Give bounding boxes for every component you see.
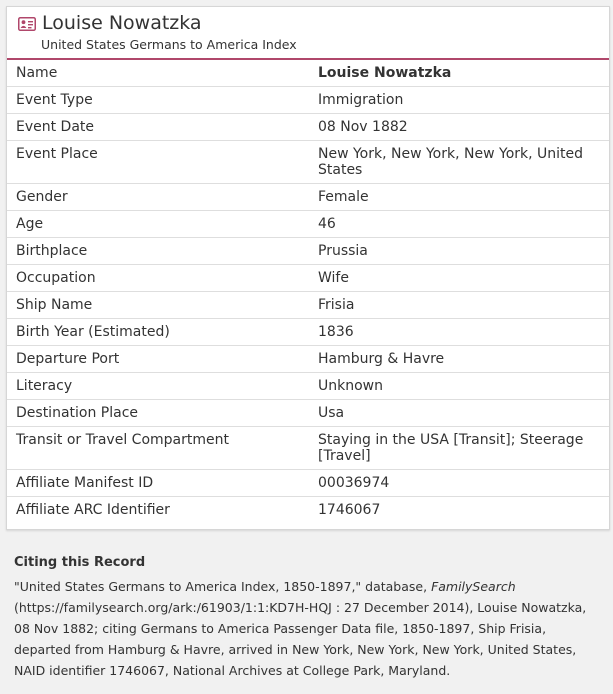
field-label: Literacy bbox=[16, 378, 73, 394]
table-row bbox=[7, 400, 609, 427]
field-value: Usa bbox=[318, 405, 345, 421]
table-row bbox=[7, 346, 609, 373]
field-label: Birthplace bbox=[16, 243, 88, 259]
citation-source: FamilySearch bbox=[431, 579, 516, 594]
table-row bbox=[7, 292, 609, 319]
table-row bbox=[7, 60, 609, 87]
citation-section bbox=[14, 555, 604, 681]
field-label: Event Date bbox=[16, 119, 95, 135]
table-row bbox=[7, 470, 609, 497]
field-value: Louise Nowatzka bbox=[318, 65, 452, 81]
citation-part-2: (https://familysearch.org/ark:/61903/1:1:KD7H-HQJ : 27 December 2014), Louise Nowatzka, 08 Nov 1882; citing Germans to America Passenger Data file, 1850-1897, Ship Frisia, departed from Hamburg & Havre, arrived in New York, New York, New York, United States, NAID identifier 1746067, National Archives at College Park, Maryland. bbox=[14, 600, 587, 678]
table-row bbox=[7, 373, 609, 400]
record-header bbox=[7, 7, 609, 60]
field-label: Event Place bbox=[16, 146, 98, 162]
field-label: Age bbox=[16, 216, 44, 232]
field-label: Gender bbox=[16, 189, 68, 205]
table-row bbox=[7, 319, 609, 346]
citation-heading: Citing this Record bbox=[14, 555, 146, 570]
field-value: 1746067 bbox=[318, 502, 381, 518]
table-row bbox=[7, 497, 609, 524]
field-value: 08 Nov 1882 bbox=[318, 119, 408, 135]
field-label: Departure Port bbox=[16, 351, 120, 367]
field-label: Ship Name bbox=[16, 297, 93, 313]
field-value: Staying in the USA [Transit]; Steerage [Travel] bbox=[318, 432, 584, 464]
record-card bbox=[6, 6, 610, 530]
field-label: Destination Place bbox=[16, 405, 139, 421]
record-title: Louise Nowatzka bbox=[42, 12, 202, 34]
field-value: Immigration bbox=[318, 92, 404, 108]
record-fields-table bbox=[7, 60, 609, 524]
field-label: Occupation bbox=[16, 270, 96, 286]
field-label: Birth Year (Estimated) bbox=[16, 324, 170, 340]
citation-text bbox=[14, 576, 604, 681]
table-row bbox=[7, 427, 609, 470]
record-card-icon bbox=[18, 17, 36, 31]
field-value: 00036974 bbox=[318, 475, 390, 491]
field-value: New York, New York, New York, United States bbox=[318, 146, 584, 178]
field-label: Affiliate ARC Identifier bbox=[16, 502, 170, 518]
table-row bbox=[7, 265, 609, 292]
field-value: Unknown bbox=[318, 378, 383, 394]
table-row bbox=[7, 238, 609, 265]
field-label: Transit or Travel Compartment bbox=[16, 432, 229, 448]
table-row bbox=[7, 211, 609, 238]
field-label: Event Type bbox=[16, 92, 93, 108]
table-row bbox=[7, 184, 609, 211]
table-row bbox=[7, 141, 609, 184]
field-value: Wife bbox=[318, 270, 349, 286]
table-row bbox=[7, 114, 609, 141]
field-value: Prussia bbox=[318, 243, 368, 259]
field-value: Hamburg & Havre bbox=[318, 351, 445, 367]
field-label: Affiliate Manifest ID bbox=[16, 475, 154, 491]
citation-part-1: "United States Germans to America Index, 1850-1897," database, bbox=[14, 579, 432, 594]
table-row bbox=[7, 87, 609, 114]
collection-link[interactable]: United States Germans to America Index bbox=[41, 37, 297, 52]
field-value: 1836 bbox=[318, 324, 354, 340]
field-label: Name bbox=[16, 65, 58, 81]
field-value: Frisia bbox=[318, 297, 355, 313]
field-value: Female bbox=[318, 189, 369, 205]
field-value: 46 bbox=[318, 216, 336, 232]
